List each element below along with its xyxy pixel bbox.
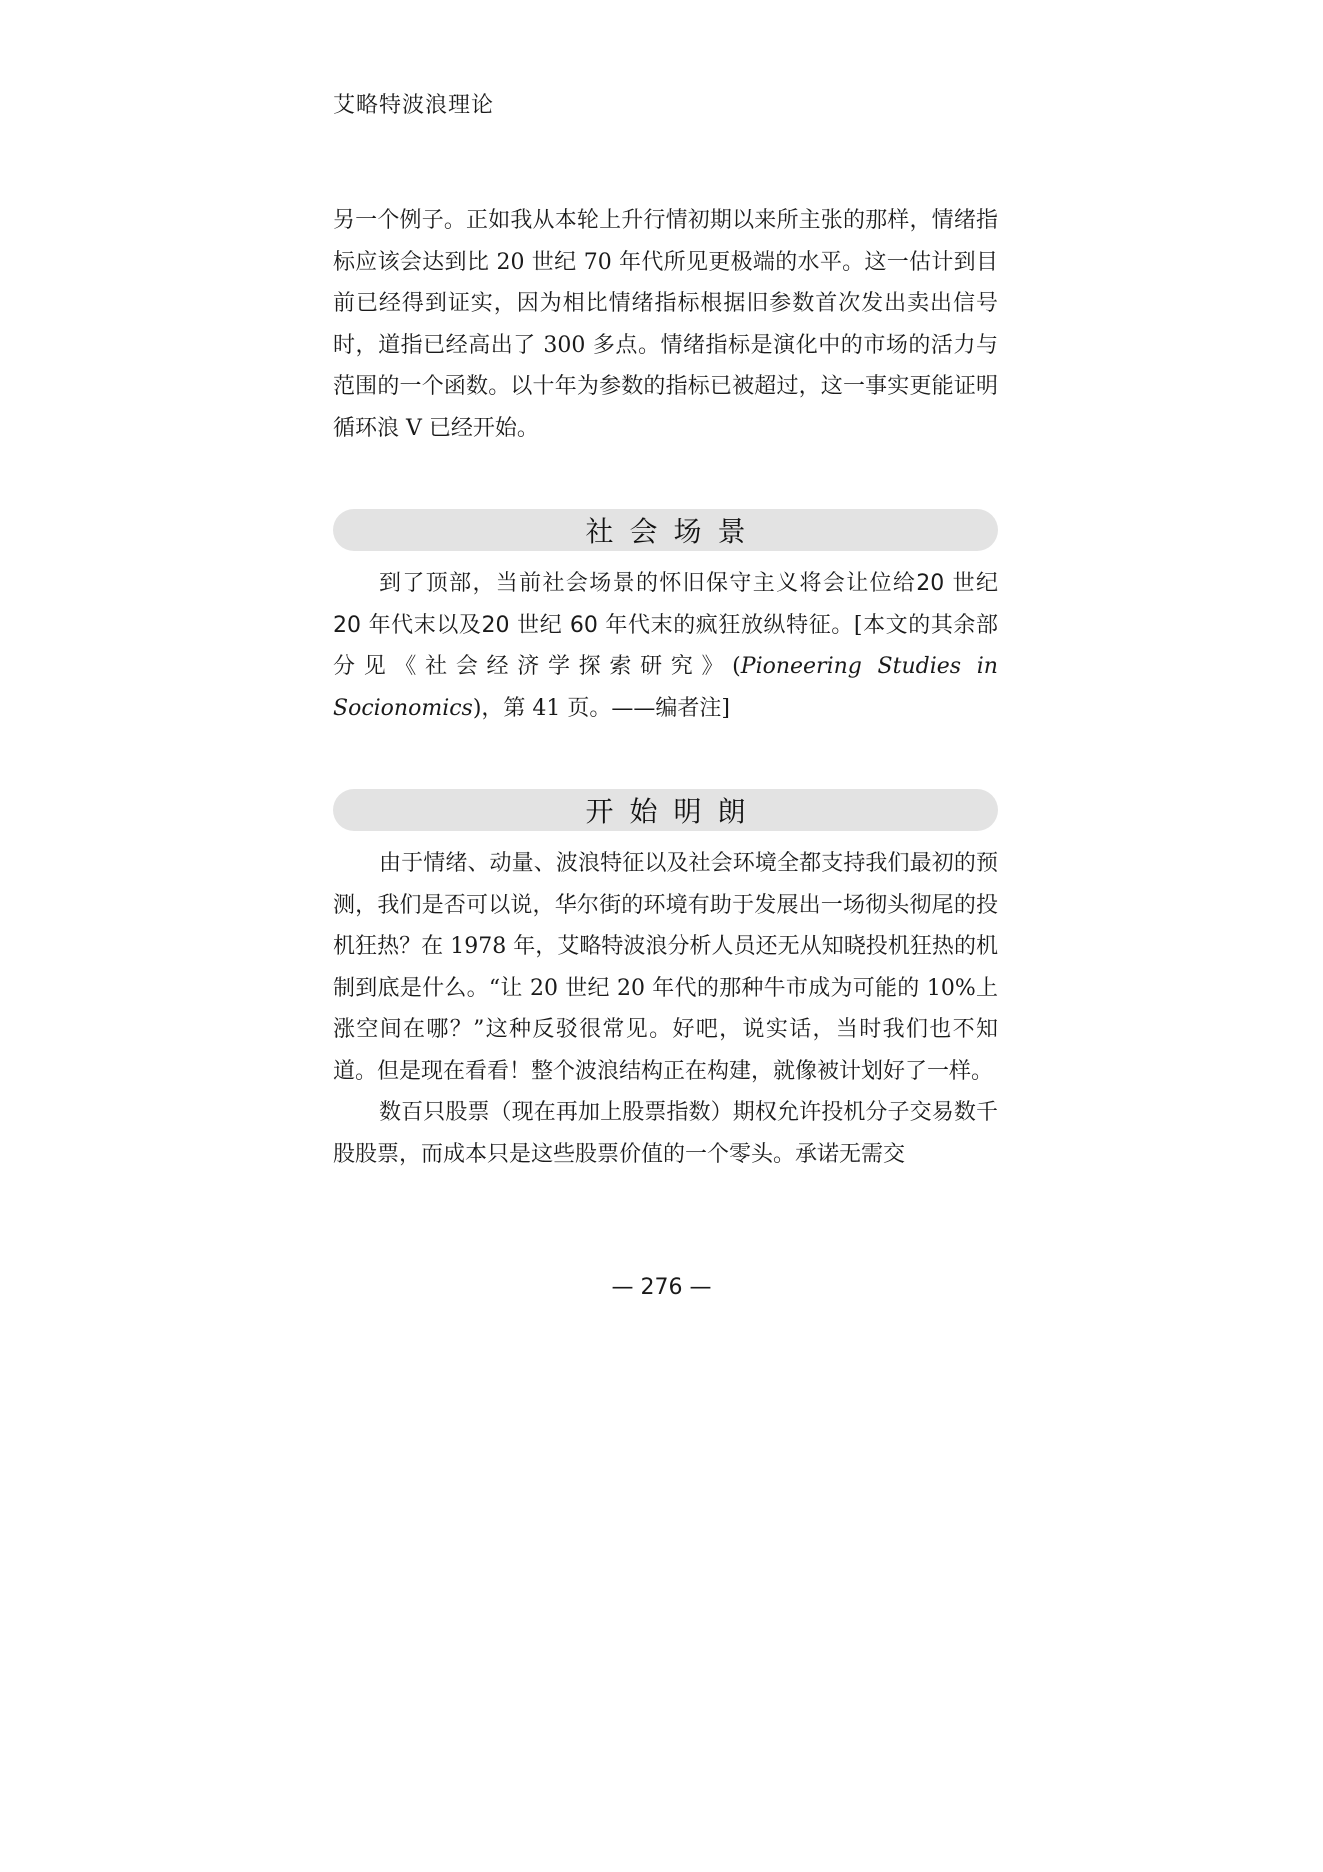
- section-heading-social-scene: [333, 509, 998, 551]
- page-number: — 276 —: [611, 1275, 712, 1300]
- running-head-title: 艾略特波浪理论: [333, 93, 495, 118]
- section-heading-title: 社会场景: [585, 515, 762, 548]
- intro-paragraph: 另一个例子。正如我从本轮上升行情初期以来所主张的那样，情绪指标应该会达到比 20 世纪 70 年代所见更极端的水平。这一估计到目前已经得到证实，因为相比情绪指标根据旧参数首次发出卖出信号时，道指已经高出了 300 多点。情绪指标是演化中的市场的活力与范围的一个函数。以十年为参数的指标已被超过，这一事实更能证明循环浪 V 已经开始。: [333, 208, 998, 441]
- paragraph-text: 以及: [436, 612, 482, 638]
- section-heading-title: 开始明朗: [585, 795, 762, 828]
- paragraph-text: 的疯狂放纵特征。[本文的其余部分见《社会经济学探索研究》(: [333, 612, 998, 679]
- book-title-italic: Pioneering Studies in Socionomics: [333, 654, 998, 721]
- paragraph-text: 到了顶部，当前社会场景的怀旧保守主义将会让位给: [379, 571, 917, 596]
- becoming-clear-paragraph-1: 由于情绪、动量、波浪特征以及社会环境全都支持我们最初的预测，我们是否可以说，华尔街的环境有助于发展出一场彻头彻尾的投机狂热？在 1978 年，艾略特波浪分析人员还无从知晓投机狂热的机制到底是什么。“让 20 世纪 20 年代的那种牛市成为可能的 10%上涨空间在哪？”这种反驳很常见。好吧，说实话，当时我们也不知道。但是现在看看！整个波浪结构正在构建，就像被计划好了一样。: [333, 851, 998, 1084]
- paragraph-text: 20 世纪 20 年代末: [333, 571, 998, 638]
- page-body: [333, 200, 998, 1175]
- social-scene-paragraph: [333, 563, 998, 729]
- becoming-clear-paragraph-2: 数百只股票（现在再加上股票指数）期权允许投机分子交易数千股股票，而成本只是这些股票价值的一个零头。承诺无需交: [333, 1100, 998, 1167]
- paragraph-text: 20 世纪 60 年代末: [481, 612, 674, 638]
- section-heading-becoming-clear: [333, 789, 998, 831]
- paragraph-text: )，第 41 页。——编者注]: [472, 695, 730, 721]
